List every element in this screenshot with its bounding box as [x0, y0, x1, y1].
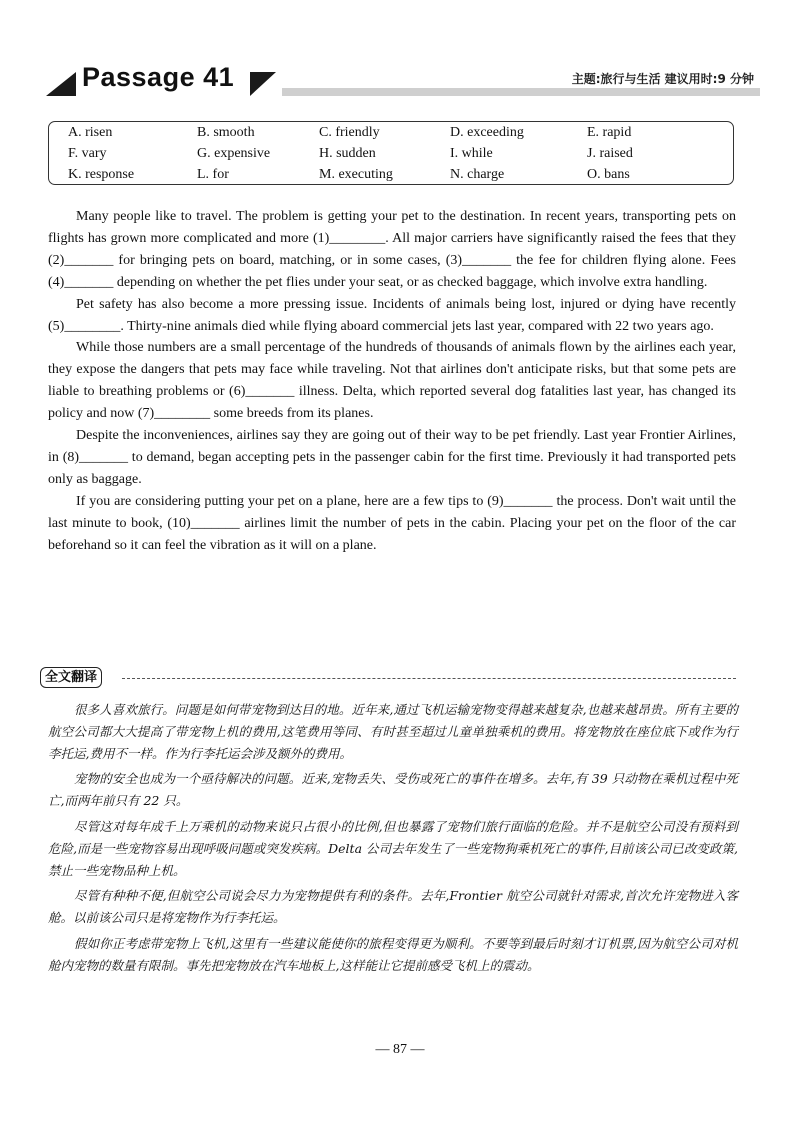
passage-paragraph: Many people like to travel. The problem is getting your pet to the destination. In recent years, transporting pets on flights has grown more complicated and more (1)________. All major carriers have significantly raised the fees that they (2)_______ for bringing pets on board, matching, or in some cases, (3)_______ the fee for children flying alone. Fees (4)_______ depending on whether the pet flies under your seat, or as checked baggage, which involve extra handling. — [48, 209, 736, 290]
word-option: M. executing — [319, 167, 393, 182]
word-option: I. while — [450, 146, 493, 161]
passage-header — [46, 58, 760, 102]
word-option: C. friendly — [319, 125, 380, 140]
passage-title: Passage 41 — [82, 62, 235, 92]
word-option: O. bans — [587, 167, 630, 182]
translation-label: 全文翻译 — [40, 667, 102, 688]
word-option: G. expensive — [197, 146, 271, 161]
translation-paragraph: 尽管有种种不便,但航空公司说会尽力为宠物提供有利的条件。去年,Frontier 航空公司就针对需求,首次允许宠物进入客舱。以前该公司只是将宠物作为行李托运。 — [48, 888, 738, 926]
translation-paragraph: 尽管这对每年成千上万乘机的动物来说只占很小的比例,但也暴露了宠物们旅行面临的危险。并不是航空公司没有预料到危险,而是一些宠物容易出现呼吸问题或突发疾病。Delta 公司去年发生了一些宠物狗乘机死亡的事件,目前该公司已改变政策,禁止一些宠物品种上机。 — [48, 818, 738, 878]
page-number: — 87 — — [375, 1042, 425, 1057]
translation-header — [40, 667, 736, 689]
passage-paragraph: If you are considering putting your pet on a plane, here are a few tips to (9)_______ the process. Don't wait until the last minute to book, (10)_______ airlines limit the number of pets in the cabin. Placing your pet on the floor of the car beforehand so it can feel the vibration as it will on a plane. — [48, 493, 736, 553]
translation-paragraph: 很多人喜欢旅行。问题是如何带宠物到达目的地。近年来,通过飞机运输宠物变得越来越复杂,也越来越昂贵。所有主要的航空公司都大大提高了带宠物上机的费用,这笔费用等同、有时甚至超过儿童单独乘机的费用。将宠物放在座位底下或作为行李托运,费用不一样。作为行李托运会涉及额外的费用。 — [48, 702, 738, 761]
translation-paragraph: 宠物的安全也成为一个亟待解决的问题。近来,宠物丢失、受伤或死亡的事件在增多。去年,有 39 只动物在乘机过程中死亡,而两年前只有 22 只。 — [48, 771, 738, 809]
word-option: F. vary — [68, 146, 107, 161]
word-option: L. for — [197, 167, 229, 182]
passage-paragraph: Pet safety has also become a more pressing issue. Incidents of animals being lost, injured or dying have recently (5)________. Thirty-nine animals died while flying aboard commercial jets last year, compared with 22 two years ago. — [48, 296, 736, 334]
triangle-left-icon — [46, 72, 76, 96]
word-option: N. charge — [450, 167, 505, 182]
translation-body — [48, 699, 738, 981]
translation-paragraph: 假如你正考虑带宠物上飞机,这里有一些建议能使你的旅程变得更为顺利。不要等到最后时刻才订机票,因为航空公司对机舱内宠物的数量有限制。事先把宠物放在汽车地板上,这样能让它提前感受飞机上的震动。 — [48, 935, 738, 973]
word-bank — [48, 121, 734, 185]
dashed-divider — [122, 678, 736, 679]
passage-paragraph: Despite the inconveniences, airlines say they are going out of their way to be pet friendly. Last year Frontier Airlines, in (8)_______ to demand, began accepting pets in the passenger cabin for the first time. Previously it had transported pets only as baggage. — [48, 428, 736, 487]
topic-and-time: 主题:旅行与生活 建议用时:9 分钟 — [566, 70, 754, 87]
word-option: B. smooth — [197, 125, 255, 140]
header-bar — [282, 88, 760, 96]
passage-body — [48, 206, 736, 557]
word-option: A. risen — [68, 125, 113, 140]
triangle-right-icon — [250, 72, 276, 96]
word-option: J. raised — [587, 146, 633, 161]
passage-paragraph: While those numbers are a small percentage of the hundreds of thousands of animals flown by the airlines each year, they expose the dangers that pets may face while traveling. Not that airlines don't anticipate risks, but that some pets are liable to breathing problems or (6)_______ illness. Delta, which reported several dog fatalities last year, has changed its policy and now (7)________ some breeds from its planes. — [48, 340, 736, 422]
word-option: H. sudden — [319, 146, 376, 161]
word-option: K. response — [68, 167, 135, 182]
word-option: E. rapid — [587, 125, 632, 140]
word-option: D. exceeding — [450, 125, 524, 140]
